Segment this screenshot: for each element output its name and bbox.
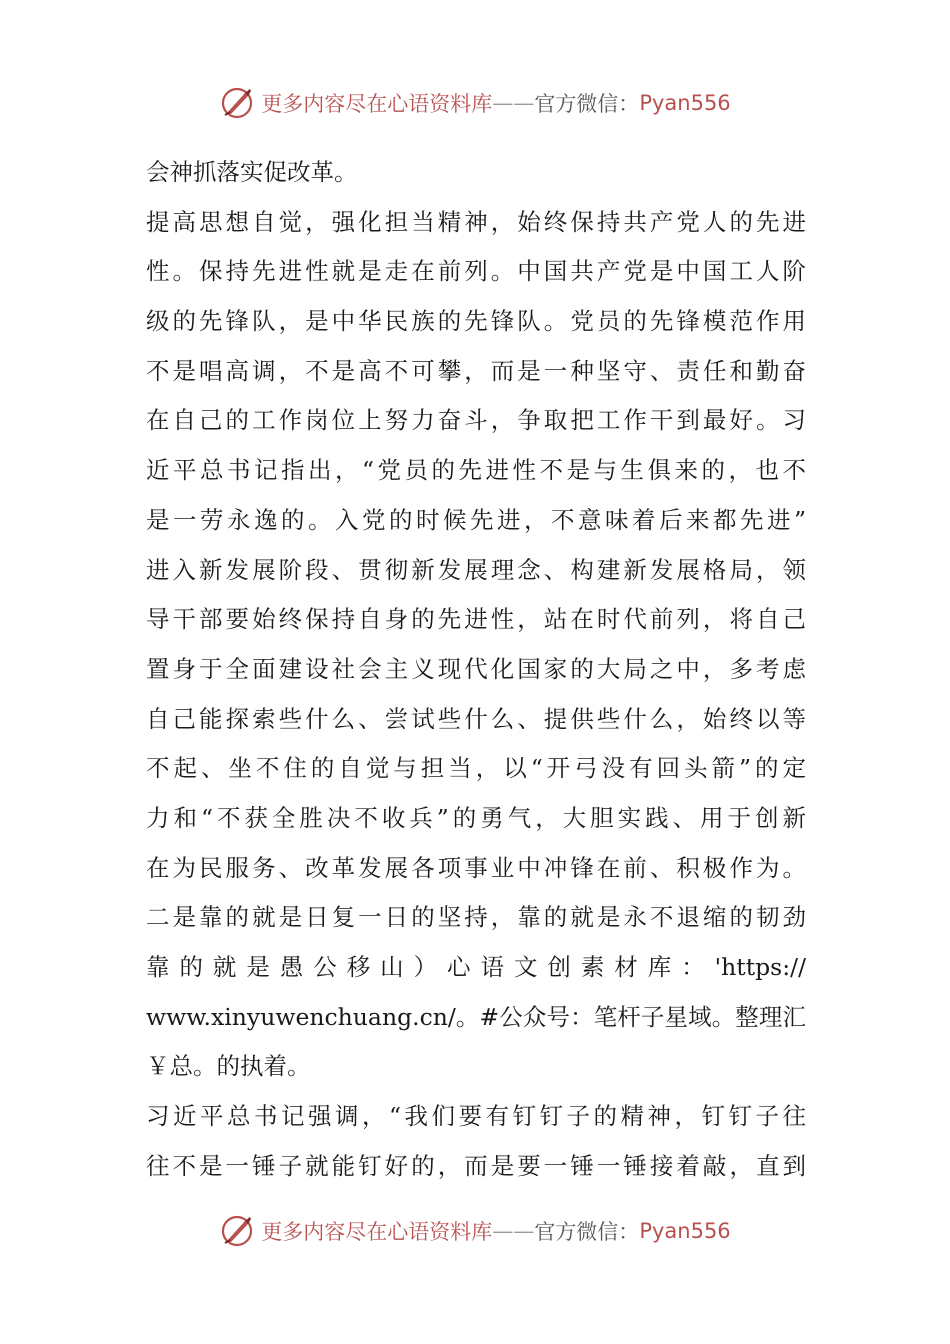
quill-logo-icon (219, 85, 255, 121)
text-line: 导干部要始终保持自身的先进性，站在时代前列，将自己 (146, 605, 806, 634)
text-line: 往不是一锤子就能钉好的，而是要一锤一锤接着敲，直到 (146, 1151, 806, 1180)
header-banner (0, 78, 950, 128)
document-body (146, 148, 806, 1191)
banner-wechat-id: Pyan556 (639, 91, 731, 115)
text-line: www.xinyuwenchuang.cn/。#公众号：笔杆子星域。整理汇 (146, 1002, 806, 1031)
text-line: 力和“不获全胜决不收兵”的勇气，大胆实践、用于创新 (146, 803, 806, 832)
text-line: 近平总书记指出，“党员的先进性不是与生俱来的，也不 (146, 456, 806, 485)
banner-slogan: 更多内容尽在心语资料库 (261, 1220, 493, 1244)
text-line: 习近平总书记强调，“我们要有钉钉子的精神，钉钉子往 (146, 1102, 806, 1131)
text-line: 是一劳永逸的。入党的时候先进，不意味着后来都先进” (146, 505, 806, 534)
text-line: 会神抓落实促改革。 (146, 158, 358, 186)
banner-separator: —— (492, 91, 535, 115)
text-line: 不是唱高调，不是高不可攀，而是一种坚守、责任和勤奋 (146, 356, 806, 385)
text-line: 置身于全面建设社会主义现代化国家的大局之中，多考虑 (146, 654, 806, 683)
text-line: 靠的就是愚公移山）心语文创素材库：'https:// (146, 953, 806, 981)
footer-banner (0, 1206, 950, 1256)
text-line: 自己能探索些什么、尝试些什么、提供些什么，始终以等 (146, 704, 806, 733)
banner-slogan: 更多内容尽在心语资料库 (261, 92, 493, 116)
quill-logo-icon (219, 1213, 255, 1249)
text-line: 二是靠的就是日复一日的坚持，靠的就是永不退缩的韧劲 (146, 903, 806, 932)
banner-wechat-label: 官方微信： (534, 92, 640, 116)
text-line: 提高思想自觉，强化担当精神，始终保持共产党人的先进 (146, 207, 806, 236)
text-line: 不起、坐不住的自觉与担当，以“开弓没有回头箭”的定 (146, 754, 806, 783)
banner-wechat-label: 官方微信： (534, 1220, 640, 1244)
text-line: ￥总。的执着。 (146, 1052, 311, 1081)
banner-separator: —— (492, 1219, 535, 1243)
text-line: 在为民服务、改革发展各项事业中冲锋在前、积极作为。 (146, 853, 806, 882)
text-line: 级的先锋队，是中华民族的先锋队。党员的先锋模范作用 (146, 307, 806, 336)
text-line: 性。保持先进性就是走在前列。中国共产党是中国工人阶 (146, 257, 806, 286)
text-line: 进入新发展阶段、贯彻新发展理念、构建新发展格局，领 (146, 555, 806, 584)
banner-wechat-id: Pyan556 (639, 1219, 731, 1243)
text-line: 在自己的工作岗位上努力奋斗，争取把工作干到最好。习 (146, 406, 806, 435)
